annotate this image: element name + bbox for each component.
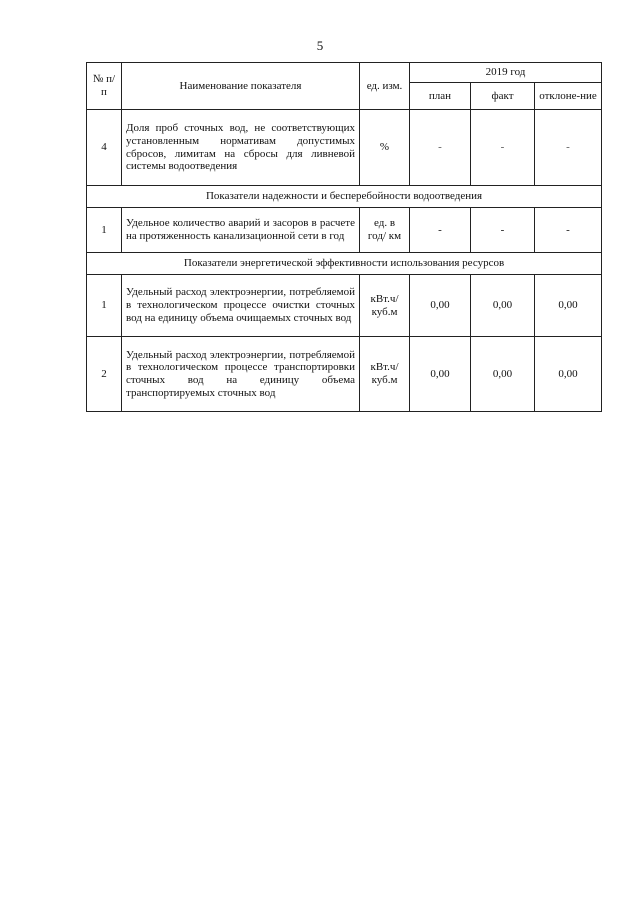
row-plan: 0,00	[410, 275, 471, 337]
row-name: Удельное количество аварий и засоров в расчете на протяженность канализационной сети в год	[122, 208, 360, 253]
section-row	[87, 253, 602, 275]
page-number: 5	[316, 38, 324, 53]
row-name: Удельный расход электроэнергии, потребляемой в технологическом процессе очистки сточных вод на единицу объема очищаемых сточных вод	[122, 275, 360, 337]
header-num: № п/п	[87, 63, 122, 110]
row-fact: 0,00	[471, 275, 535, 337]
section-title: Показатели энергетической эффективности использования ресурсов	[87, 253, 602, 275]
row-fact: -	[471, 208, 535, 253]
table-row	[87, 337, 602, 412]
header-year: 2019 год	[410, 63, 602, 83]
section-row	[87, 186, 602, 208]
table-header-row	[87, 63, 602, 83]
row-unit: кВт.ч/ куб.м	[360, 275, 410, 337]
row-plan: 0,00	[410, 337, 471, 412]
row-fact: 0,00	[471, 337, 535, 412]
row-unit: %	[360, 110, 410, 186]
header-name: Наименование показателя	[122, 63, 360, 110]
row-unit: ед. в год/ км	[360, 208, 410, 253]
row-name: Доля проб сточных вод, не соответствующих установленным нормативам допустимых сбросов, лимитам на сбросы для ливневой системы водоотведения	[122, 110, 360, 186]
row-deviation: 0,00	[535, 337, 602, 412]
row-num: 2	[87, 337, 122, 412]
header-fact: факт	[471, 83, 535, 110]
section-title: Показатели надежности и бесперебойности водоотведения	[87, 186, 602, 208]
header-deviation: отклоне-ние	[535, 83, 602, 110]
row-num: 1	[87, 275, 122, 337]
header-unit: ед. изм.	[360, 63, 410, 110]
row-deviation: -	[535, 110, 602, 186]
header-plan: план	[410, 83, 471, 110]
row-deviation: 0,00	[535, 275, 602, 337]
row-plan: -	[410, 208, 471, 253]
row-name: Удельный расход электроэнергии, потребляемой в технологическом процессе транспортировки сточных вод на единицу объема транспортируемых сточных вод	[122, 337, 360, 412]
row-unit: кВт.ч/ куб.м	[360, 337, 410, 412]
indicators-table	[86, 62, 602, 412]
table-row	[87, 275, 602, 337]
table-row	[87, 208, 602, 253]
table-row	[87, 110, 602, 186]
row-num: 1	[87, 208, 122, 253]
row-num: 4	[87, 110, 122, 186]
row-fact: -	[471, 110, 535, 186]
row-plan: -	[410, 110, 471, 186]
row-deviation: -	[535, 208, 602, 253]
